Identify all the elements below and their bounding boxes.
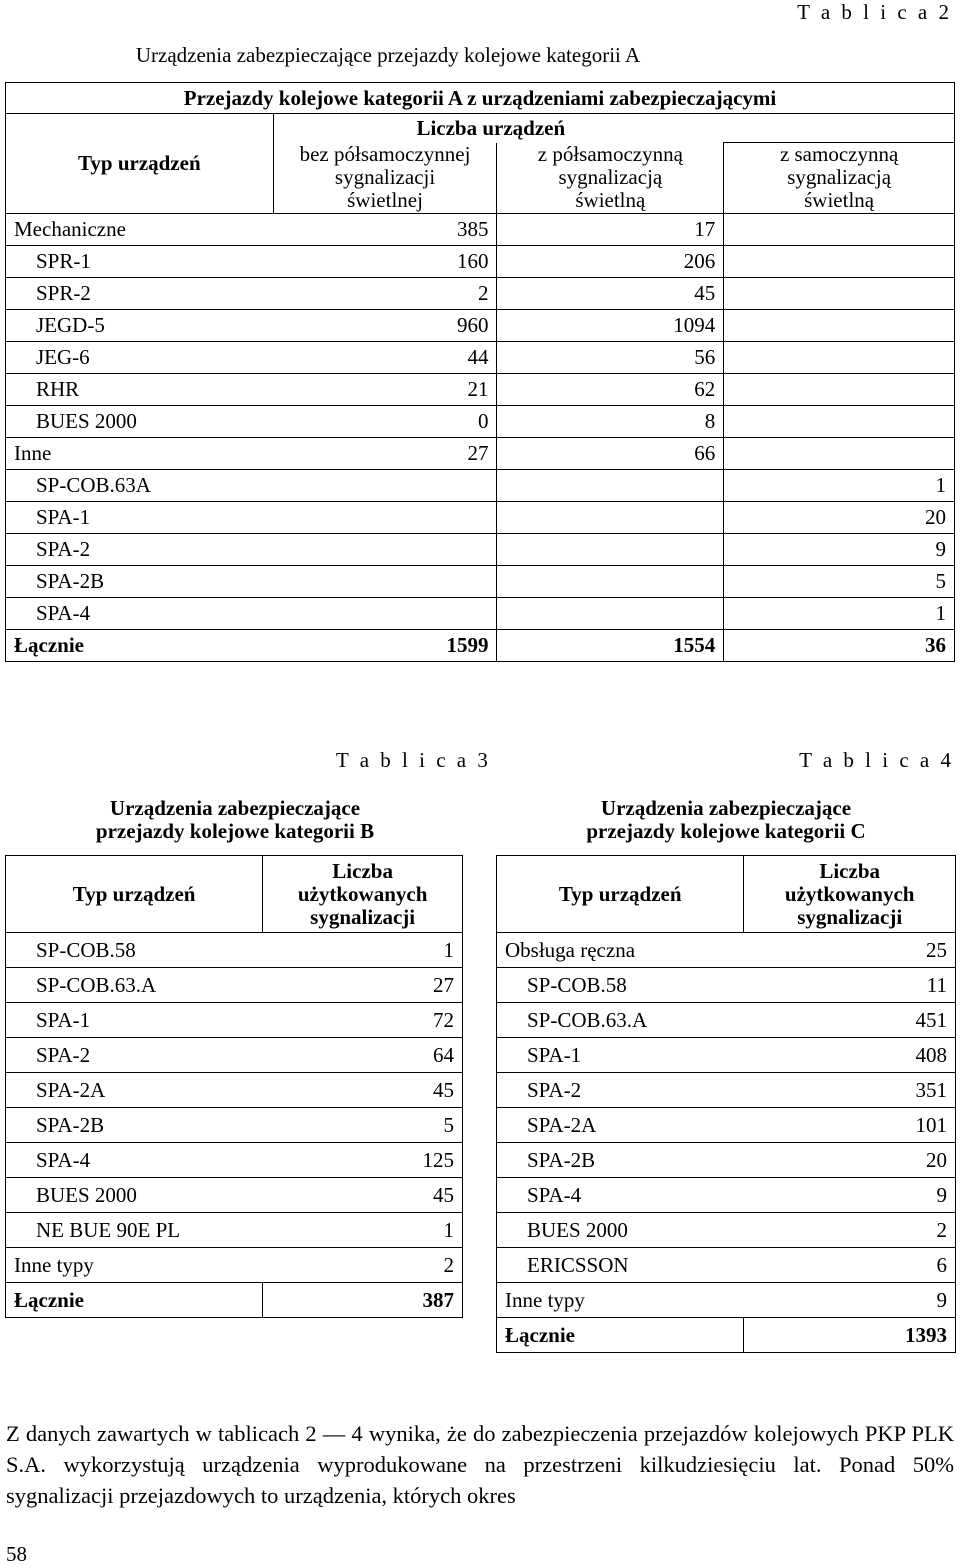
table-2-cell-type: RHR bbox=[6, 373, 274, 405]
table-2-col-2: z półsamoczynną sygnalizacją świetlną bbox=[497, 143, 724, 214]
table-4-cell-count: 25 bbox=[744, 933, 956, 968]
table-4-cell-type: SPA-2A bbox=[497, 1108, 744, 1143]
table-2-cell-c2: 62 bbox=[497, 373, 724, 405]
table-4-col-type: Typ urządzeń bbox=[497, 856, 744, 933]
table-3-cell-type: BUES 2000 bbox=[6, 1178, 263, 1213]
table-2-cell-c2: 206 bbox=[497, 245, 724, 277]
table-row bbox=[497, 1178, 956, 1213]
table-3-col-type: Typ urządzeń bbox=[6, 856, 263, 933]
table-4-caption-line-1: Urządzenia zabezpieczające bbox=[600, 796, 852, 820]
table-2-cell-c2 bbox=[497, 533, 724, 565]
table-4-cell-count: 11 bbox=[744, 968, 956, 1003]
table-4-cell-count: 20 bbox=[744, 1143, 956, 1178]
table-2-cell-c1 bbox=[273, 501, 497, 533]
table-2-cell-c3 bbox=[724, 341, 955, 373]
table-2-cell-c2 bbox=[497, 469, 724, 501]
table-4-cell-count: 451 bbox=[744, 1003, 956, 1038]
table-2-cell-c2: 1094 bbox=[497, 309, 724, 341]
table-3-cell-count: 2 bbox=[263, 1248, 463, 1283]
table-3-cell-type: SPA-2 bbox=[6, 1038, 263, 1073]
table-2-cell-type: SPR-1 bbox=[6, 245, 274, 277]
table-2-cell-type: JEG-6 bbox=[6, 341, 274, 373]
table-3-col-count: Liczba użytkowanych sygnalizacji bbox=[263, 856, 463, 933]
table-row bbox=[6, 469, 955, 501]
table-2-caption: Urządzenia zabezpieczające przejazdy kolejowe kategorii A bbox=[135, 43, 641, 67]
table-4-label: T a b l i c a 4 bbox=[799, 748, 954, 772]
table-2-cell-type: SPA-2B bbox=[6, 565, 274, 597]
table-2-col-3: z samoczynną sygnalizacją świetlną bbox=[724, 143, 955, 214]
table-row bbox=[6, 968, 463, 1003]
table-row bbox=[497, 1213, 956, 1248]
table-2 bbox=[5, 82, 955, 662]
table-2-cell-c1: 44 bbox=[273, 341, 497, 373]
table-row bbox=[497, 933, 956, 968]
table-3-total-count: 387 bbox=[263, 1283, 463, 1318]
table-row bbox=[6, 933, 463, 968]
table-row bbox=[497, 1283, 956, 1318]
table-row bbox=[497, 1248, 956, 1283]
table-row bbox=[6, 1178, 463, 1213]
table-row bbox=[497, 968, 956, 1003]
table-2-cell-c2: 56 bbox=[497, 341, 724, 373]
table-3-cell-count: 27 bbox=[263, 968, 463, 1003]
table-2-cell-c3 bbox=[724, 405, 955, 437]
table-3-cell-type: NE BUE 90E PL bbox=[6, 1213, 263, 1248]
table-row bbox=[497, 1003, 956, 1038]
table-2-cell-c1: 385 bbox=[273, 213, 497, 245]
table-3-cell-count: 5 bbox=[263, 1108, 463, 1143]
table-2-cell-type: SPA-1 bbox=[6, 501, 274, 533]
table-2-total-c3: 36 bbox=[724, 629, 955, 661]
page-number: 58 bbox=[6, 1542, 27, 1566]
table-4-cell-type: Obsługa ręczna bbox=[497, 933, 744, 968]
table-row bbox=[497, 1143, 956, 1178]
table-4-total-count: 1393 bbox=[744, 1318, 956, 1353]
body-paragraph: Z danych zawartych w tablicach 2 — 4 wynika, że do zabezpieczenia przejazdów kolejowych PKP PLK S.A. wykorzystują urządzenia wyprodukowane na przestrzeni kilkudziesięciu lat. Ponad 50% sygnalizacji przejazdowych to urządzenia, których okres bbox=[6, 1421, 954, 1508]
table-2-cell-c1: 160 bbox=[273, 245, 497, 277]
table-4-cell-count: 9 bbox=[744, 1283, 956, 1318]
table-4-cell-type: SPA-4 bbox=[497, 1178, 744, 1213]
table-row bbox=[6, 565, 955, 597]
table-row bbox=[497, 1073, 956, 1108]
table-3-caption bbox=[5, 797, 465, 843]
table-row bbox=[6, 213, 955, 245]
table-2-total-type: Łącznie bbox=[6, 629, 274, 661]
table-3-cell-count: 1 bbox=[263, 1213, 463, 1248]
table-2-cell-c1: 960 bbox=[273, 309, 497, 341]
table-4-total-type: Łącznie bbox=[497, 1318, 744, 1353]
table-3-cell-type: SPA-2B bbox=[6, 1108, 263, 1143]
table-2-cell-c3 bbox=[724, 277, 955, 309]
table-2-cell-c1 bbox=[273, 469, 497, 501]
table-2-cell-c3: 5 bbox=[724, 565, 955, 597]
table-2-cell-c1 bbox=[273, 597, 497, 629]
table-row bbox=[6, 277, 955, 309]
table-3-cell-type: SP-COB.63.A bbox=[6, 968, 263, 1003]
table-3-cell-count: 45 bbox=[263, 1073, 463, 1108]
table-row bbox=[497, 1038, 956, 1073]
table-2-cell-c1: 21 bbox=[273, 373, 497, 405]
table-4-caption bbox=[496, 797, 956, 843]
table-2-col-1: bez półsamoczynnej sygnalizacji świetlnej bbox=[273, 143, 497, 214]
table-3-cell-type: SPA-1 bbox=[6, 1003, 263, 1038]
table-2-total-row bbox=[6, 629, 955, 661]
table-2-cell-c1: 0 bbox=[273, 405, 497, 437]
table-2-label: T a b l i c a 2 bbox=[797, 0, 952, 24]
table-2-cell-c2: 66 bbox=[497, 437, 724, 469]
table-3-cell-count: 1 bbox=[263, 933, 463, 968]
table-2-cell-type: SP-COB.63A bbox=[6, 469, 274, 501]
table-2-cell-c2 bbox=[497, 501, 724, 533]
table-2-cell-c2 bbox=[497, 597, 724, 629]
table-2-cell-c1 bbox=[273, 565, 497, 597]
table-2-cell-type: SPA-4 bbox=[6, 597, 274, 629]
table-2-cell-type: JEGD-5 bbox=[6, 309, 274, 341]
table-3-cell-count: 125 bbox=[263, 1143, 463, 1178]
table-2-cell-c3 bbox=[724, 309, 955, 341]
table-4-cell-type: BUES 2000 bbox=[497, 1213, 744, 1248]
table-3-total-row bbox=[6, 1283, 463, 1318]
table-3-label: T a b l i c a 3 bbox=[336, 748, 491, 772]
table-2-cell-type: Mechaniczne bbox=[6, 213, 274, 245]
table-3-cell-type: SP-COB.58 bbox=[6, 933, 263, 968]
table-row bbox=[6, 1248, 463, 1283]
table-2-cell-c1: 2 bbox=[273, 277, 497, 309]
table-2-cell-c1: 27 bbox=[273, 437, 497, 469]
table-4-cell-count: 408 bbox=[744, 1038, 956, 1073]
table-3-cell-count: 72 bbox=[263, 1003, 463, 1038]
table-4 bbox=[496, 855, 956, 1353]
table-2-total-c2: 1554 bbox=[497, 629, 724, 661]
table-2-total-c1: 1599 bbox=[273, 629, 497, 661]
table-2-cell-c3 bbox=[724, 245, 955, 277]
table-2-col-group: Liczba urządzeń bbox=[273, 114, 954, 143]
table-row bbox=[6, 341, 955, 373]
table-4-caption-line-2: przejazdy kolejowe kategorii C bbox=[586, 819, 866, 843]
table-4-total-row bbox=[497, 1318, 956, 1353]
table-2-header-top: Przejazdy kolejowe kategorii A z urządzeniami zabezpieczającymi bbox=[6, 83, 955, 114]
table-4-cell-count: 101 bbox=[744, 1108, 956, 1143]
table-2-cell-c2: 8 bbox=[497, 405, 724, 437]
table-3-cell-count: 45 bbox=[263, 1178, 463, 1213]
table-2-cell-type: SPR-2 bbox=[6, 277, 274, 309]
table-2-cell-c3: 9 bbox=[724, 533, 955, 565]
table-row bbox=[6, 533, 955, 565]
table-row bbox=[6, 501, 955, 533]
table-2-cell-c1 bbox=[273, 533, 497, 565]
table-2-cell-c3 bbox=[724, 373, 955, 405]
table-2-cell-c3 bbox=[724, 437, 955, 469]
table-2-cell-c3: 1 bbox=[724, 469, 955, 501]
table-2-cell-c3: 1 bbox=[724, 597, 955, 629]
table-row bbox=[6, 597, 955, 629]
table-4-cell-type: Inne typy bbox=[497, 1283, 744, 1318]
table-4-cell-count: 6 bbox=[744, 1248, 956, 1283]
table-4-cell-count: 2 bbox=[744, 1213, 956, 1248]
table-2-col-type: Typ urządzeń bbox=[6, 114, 274, 214]
table-row bbox=[6, 1213, 463, 1248]
table-4-cell-type: SPA-2B bbox=[497, 1143, 744, 1178]
table-3-total-type: Łącznie bbox=[6, 1283, 263, 1318]
table-row bbox=[6, 245, 955, 277]
table-3 bbox=[5, 855, 463, 1318]
table-4-cell-type: SPA-2 bbox=[497, 1073, 744, 1108]
table-2-cell-type: SPA-2 bbox=[6, 533, 274, 565]
table-2-cell-c2 bbox=[497, 565, 724, 597]
table-4-cell-count: 351 bbox=[744, 1073, 956, 1108]
table-3-caption-line-1: Urządzenia zabezpieczające bbox=[109, 796, 361, 820]
table-row bbox=[497, 1108, 956, 1143]
table-row bbox=[6, 437, 955, 469]
table-2-cell-c2: 17 bbox=[497, 213, 724, 245]
table-3-cell-type: SPA-2A bbox=[6, 1073, 263, 1108]
table-4-col-count: Liczba użytkowanych sygnalizacji bbox=[744, 856, 956, 933]
table-row bbox=[6, 1143, 463, 1178]
table-3-cell-type: Inne typy bbox=[6, 1248, 263, 1283]
table-4-cell-type: SP-COB.63.A bbox=[497, 1003, 744, 1038]
table-2-cell-c3: 20 bbox=[724, 501, 955, 533]
table-row bbox=[6, 1003, 463, 1038]
table-2-cell-type: Inne bbox=[6, 437, 274, 469]
table-3-cell-type: SPA-4 bbox=[6, 1143, 263, 1178]
table-row bbox=[6, 1038, 463, 1073]
table-4-cell-type: ERICSSON bbox=[497, 1248, 744, 1283]
table-3-cell-count: 64 bbox=[263, 1038, 463, 1073]
table-4-cell-type: SPA-1 bbox=[497, 1038, 744, 1073]
table-row bbox=[6, 1073, 463, 1108]
table-row bbox=[6, 373, 955, 405]
table-3-caption-line-2: przejazdy kolejowe kategorii B bbox=[95, 819, 375, 843]
table-4-cell-type: SP-COB.58 bbox=[497, 968, 744, 1003]
table-row bbox=[6, 1108, 463, 1143]
table-row bbox=[6, 309, 955, 341]
table-4-cell-count: 9 bbox=[744, 1178, 956, 1213]
table-2-cell-c3 bbox=[724, 213, 955, 245]
table-2-cell-type: BUES 2000 bbox=[6, 405, 274, 437]
table-2-cell-c2: 45 bbox=[497, 277, 724, 309]
table-row bbox=[6, 405, 955, 437]
